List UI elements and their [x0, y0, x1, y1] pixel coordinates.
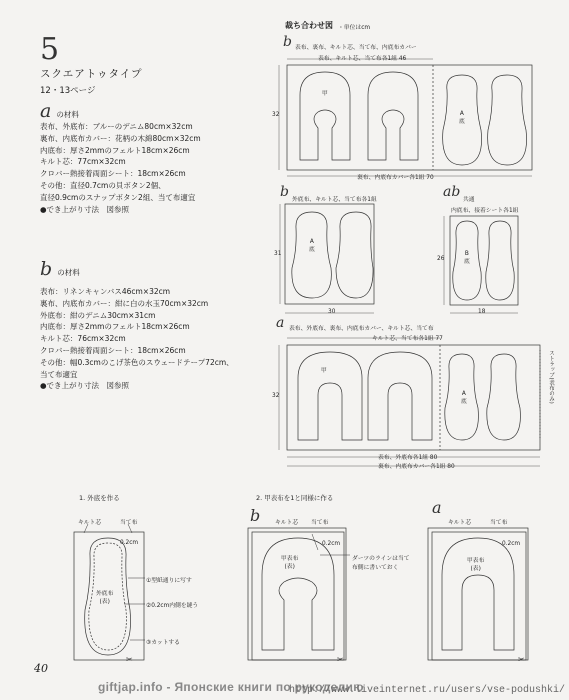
a1-bottom-1: 表布、外底布各1組 80	[378, 455, 438, 461]
materials-b-item: 当て布適宜	[40, 369, 78, 379]
step3-upper-outline	[442, 538, 514, 650]
a1-sole-piece	[445, 354, 479, 440]
materials-b-item: 外底布：紺のデニム30cm×31cm	[40, 310, 156, 320]
a1-upper-label: 甲	[321, 368, 327, 374]
step3-ate-label: 当て布	[490, 520, 508, 526]
step3-drawing	[428, 528, 528, 660]
step2-letter: b	[250, 506, 261, 525]
scissors-icon: ✂	[518, 655, 525, 664]
b1-upper-piece	[300, 72, 350, 160]
step2-note: ダーツのラインは当て布側に書いておく	[352, 556, 410, 571]
a1-header: 表布、外底布、裏布、内底布カバー、キルト芯、当て布	[289, 326, 434, 332]
b1-upper-label-1: 甲	[322, 91, 328, 97]
ab-layout	[444, 216, 518, 313]
materials-b-item: その他：幅0.3cmのこげ茶色のスウェードテープ72cm、	[40, 357, 234, 367]
b2-height: 31	[274, 251, 282, 257]
ab-width: 18	[478, 309, 486, 315]
a1-height: 32	[272, 393, 280, 399]
step2-kilt-label: キルト芯	[275, 520, 299, 526]
materials-b-item: 表布：リネンキャンバス46cm×32cm	[40, 287, 171, 296]
materials-b-item: ●でき上がり寸法 図参照	[40, 381, 130, 391]
step1-center: 外底布 (表)	[96, 591, 114, 605]
page-number: 40	[34, 662, 48, 675]
step3-center: 甲表布 (表)	[467, 558, 485, 572]
materials-b-item: 内底布：厚さ2mmのフェルト18cm×26cm	[40, 322, 190, 332]
pattern-number: 5	[40, 32, 60, 67]
ab-letter: ab	[443, 184, 461, 200]
materials-a-item: キルト芯：77cm×32cm	[40, 157, 126, 167]
materials-b-letter: b	[40, 258, 53, 280]
step2-fabric	[252, 532, 344, 660]
step1-note1: ①型紙通りに写す	[146, 578, 192, 584]
ab-height: 26	[437, 256, 445, 262]
materials-a-item: 表布、外底布：ブルーのデニム80cm×32cm	[40, 122, 193, 131]
b1-bottom-label: 裏布、内底布カバー各1組 70	[357, 175, 434, 181]
step1-dim: 0.2cm	[120, 540, 139, 546]
a1-sole-piece	[487, 354, 521, 440]
materials-a-item: ●でき上がり寸法 図参照	[40, 204, 130, 214]
step1-kilt-label: キルト芯	[78, 520, 102, 526]
materials-b-item: キルト芯：76cm×32cm	[40, 334, 126, 344]
step1-fabric	[74, 532, 144, 660]
a1-layout	[279, 338, 540, 466]
ab-sole-piece	[453, 221, 481, 300]
materials-a-item: その他：直径0.7cmの貝ボタン2個、	[40, 180, 166, 190]
pattern-title: スクエアトゥタイプ	[40, 68, 143, 80]
ab-header-2: 内底布、接着シート各1組	[451, 208, 519, 214]
ab-header-1: 共通	[463, 197, 475, 203]
b2-fabric-rect	[285, 204, 374, 304]
b2-layout	[280, 204, 374, 313]
materials-a-item: 内底布：厚さ2mmのフェルト18cm×26cm	[40, 145, 190, 155]
watermark-url: http://www.liveinternet.ru/users/vse-podushki/	[289, 685, 566, 696]
step2-drawing	[248, 528, 350, 660]
step3-fabric	[432, 532, 526, 660]
step1-stitch-line	[89, 543, 127, 650]
ab-sole-piece	[486, 221, 514, 300]
b1-letter: b	[283, 34, 292, 50]
b1-header: 表布、裏布、キルト芯、当て布、内底布カバー	[295, 45, 417, 51]
step2-fabric-back	[248, 528, 346, 660]
materials-a-item: 直径0.9cmのスナップボタン2組、当て布適宜	[40, 192, 196, 202]
a1-upper-piece	[298, 352, 362, 440]
step3-fabric-back	[428, 528, 528, 660]
a1-upper-piece	[368, 352, 432, 440]
b1-layout	[279, 59, 532, 176]
a1-top-label: キルト芯、当て布各1組 77	[372, 336, 443, 342]
b2-sole-label: A 底	[309, 239, 315, 253]
scissors-icon: ✂	[126, 655, 133, 664]
b1-top-label: 表布、キルト芯、当て布各1組 46	[318, 56, 407, 62]
b1-height: 32	[272, 112, 280, 118]
materials-a-item: 裏布、内底布カバー：花柄の木綿80cm×32cm	[40, 133, 201, 143]
step1-note2: ②0.2cm内側を縫う	[146, 603, 199, 609]
a1-letter: a	[276, 315, 285, 331]
step3-letter: a	[432, 498, 442, 517]
b1-sole-label: A 底	[459, 111, 465, 125]
step1-title: 1. 外底を作る	[79, 494, 120, 502]
cutting-title: 裁ち合わせ図	[285, 21, 333, 30]
step2-title: 2. 甲表布を1と同様に作る	[256, 494, 334, 502]
step1-ate-label: 当て布	[120, 520, 138, 526]
a1-strap-label: ストラップ(表布のみ)	[548, 350, 554, 404]
materials-b-heading: の材料	[57, 268, 80, 277]
scissors-icon: ✂	[337, 655, 344, 664]
step2-dim: 0.2cm	[322, 541, 341, 547]
page-reference: 12・13ページ	[40, 86, 96, 96]
a1-fabric-rect	[287, 345, 540, 450]
a1-sole-label: A 底	[461, 391, 467, 405]
cutting-unit: ・単位はcm	[338, 25, 371, 31]
step1-note3: ③カットする	[146, 640, 180, 646]
b1-fabric-rect	[287, 65, 532, 170]
materials-a-letter: a	[40, 100, 52, 122]
b2-header: 外底布、キルト芯、当て布各1組	[292, 197, 377, 203]
b2-width: 30	[328, 309, 336, 315]
ab-sole-label: B 底	[464, 251, 470, 265]
scissors-icons	[126, 655, 525, 664]
step3-dim: 0.2cm	[502, 541, 521, 547]
watermark-left: giftjap.info - Японские книги по рукоделию	[98, 680, 364, 694]
step2-ate-label: 当て布	[311, 520, 329, 526]
b2-sole-piece	[292, 212, 332, 298]
b1-sole-piece	[488, 75, 527, 165]
step3-kilt-label: キルト芯	[448, 520, 472, 526]
materials-b-item: 裏布、内底布カバー：紺に白の水玉70cm×32cm	[40, 298, 209, 308]
materials-a-item: クロバー熱接着両面シート：18cm×26cm	[40, 169, 186, 179]
b1-sole-piece	[443, 75, 482, 165]
materials-a-heading: の材料	[56, 110, 79, 119]
materials-b-item: クロバー熱接着両面シート：18cm×26cm	[40, 345, 186, 355]
b2-sole-piece	[336, 212, 373, 298]
step2-center: 甲表布 (表)	[281, 556, 299, 570]
b1-upper-piece	[368, 72, 418, 160]
step1-drawing	[74, 524, 145, 660]
a1-bottom-2: 裏布、内底布カバー各1組 80	[378, 464, 455, 470]
b2-letter: b	[280, 184, 289, 200]
ab-fabric-rect	[450, 216, 518, 305]
